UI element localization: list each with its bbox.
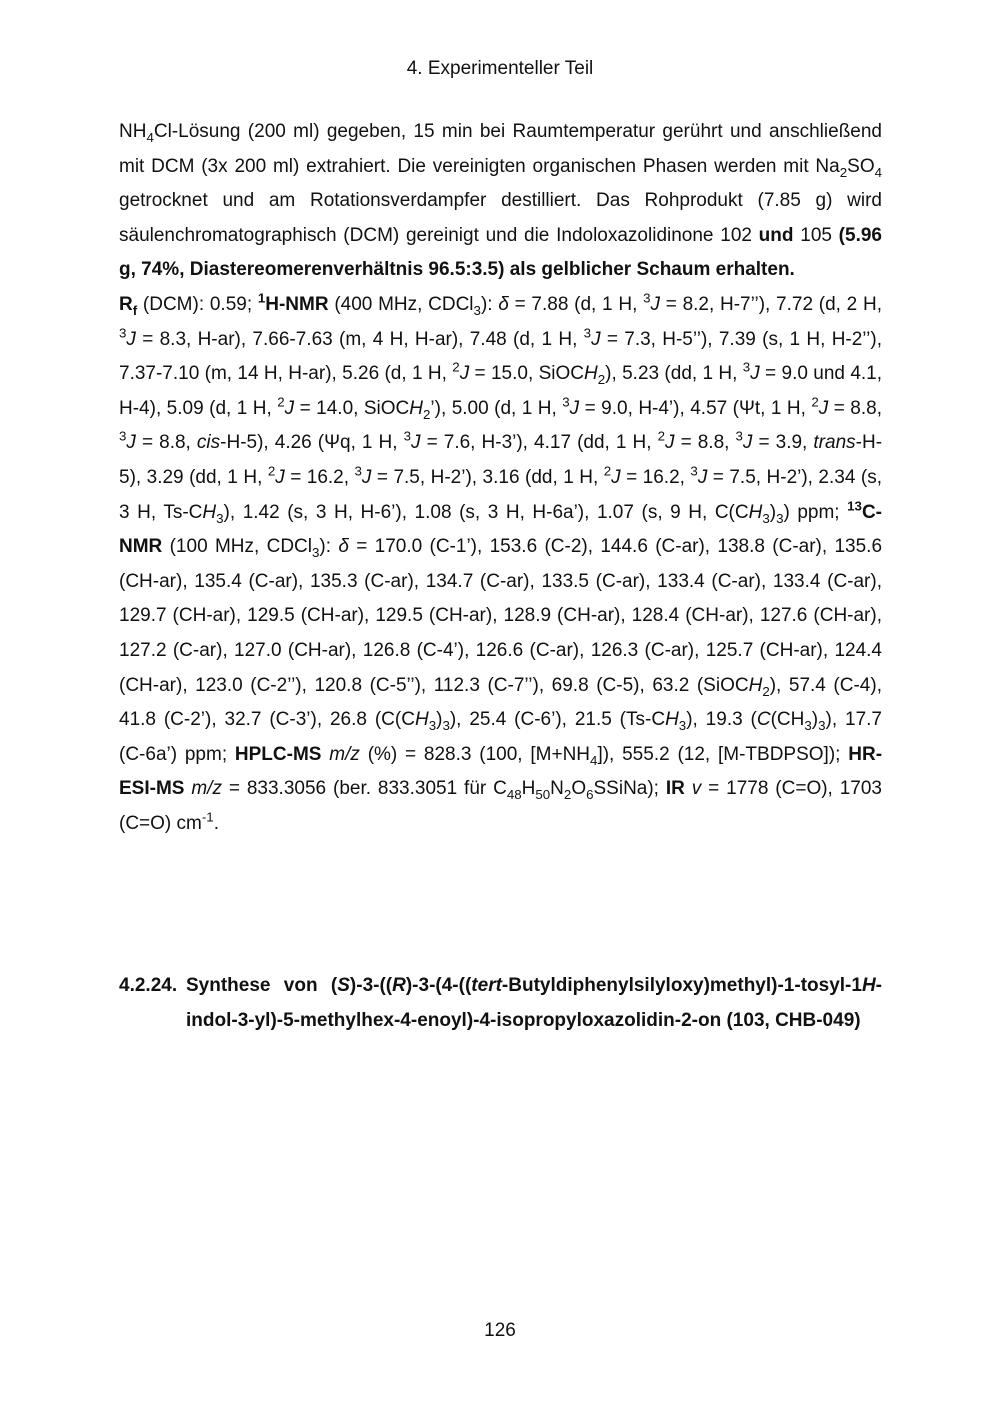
- page-number: 126: [484, 1320, 516, 1341]
- section-number: 4.2.24.: [119, 975, 178, 996]
- paragraph-procedure: $NH_4Cl$-Lösung (200 ml) gegeben, 15 min bei Raumtemperatur gerührt und anschließend mit DCM (3x 200 ml) extrahiert. Die vereinigten organischen Phasen werden mit $Na_2SO_4$ getrocknet und am Rotationsverdampfer destilliert. Das Rohprodukt (7.85 g) wird säulenchromatographisch (DCM) gereinigt und die Indoloxazolidinone 102 und 105 (5.96 g, 74%, Diastereomerenverhältnis 96.5:3.5) als gelblicher Schaum erhalten.: [119, 121, 882, 281]
- section-title: Synthese von (S)-3-((R)-3-(4-((tert-Butyldiphenylsilyloxy)methyl)-1-tosyl-1H-indol-3-yl)-5-methylhex-4-enoyl)-4-isopropyloxazolidin-2-on (103, CHB-049): [186, 975, 882, 1031]
- page-header: 4. Experimenteller Teil: [406, 58, 594, 79]
- body-text: [119, 115, 882, 841]
- paragraph-analytics: $R_f$ (DCM): 0.59; $^1$H-NMR (400 MHz, CDCl$_3$): δ = 7.88 (d, 1 H, $^3$J = 8.2, H-7’’), 7.72 (d, 2 H, $^3$J = 8.3, H-ar), 7.66-7.63 (m, 4 H, H-ar), 7.48 (d, 1 H, $^3$J = 7.3, H-5’’), 7.39 (s, 1 H, H-2’’), 7.37-7.10 (m, 14 H, H-ar), 5.26 (d, 1 H, $^2$J = 15.0, SiOCH$_2$), 5.23 (dd, 1 H, $^3$J = 9.0 und 4.1, H-4), 5.09 (d, 1 H, $^2$J = 14.0, SiOCH$_2$’), 5.00 (d, 1 H, $^3$J = 9.0, H-4’), 4.57 (Ψt, 1 H, $^2$J = 8.8, $^3$J = 8.8, cis-H-5), 4.26 (Ψq, 1 H, $^3$J = 7.6, H-3’), 4.17 (dd, 1 H, $^2$J = 8.8, $^3$J = 3.9, trans-H-5), 3.29 (dd, 1 H, $^2$J = 16.2, $^3$J = 7.5, H-2’), 3.16 (dd, 1 H, $^2$J = 16.2, $^3$J = 7.5, H-2’), 2.34 (s, 3 H, $Ts-CH_3$), 1.42 (s, 3 H, H-6’), 1.08 (s, 3 H, H-6a’), 1.07 (s, 9 H, $C(CH_3)_3$) ppm; $^{13}$C-NMR (100 MHz, CDCl$_3$): δ = 170.0 (C-1’), 153.6 (C-2), 144.6 (C-ar), 138.8 (C-ar), 135.6 (CH-ar), 135.4 (C-ar), 135.3 (C-ar), 134.7 (C-ar), 133.5 (C-ar), 133.4 (C-ar), 133.4 (C-ar), 129.7 (CH-ar), 129.5 (CH-ar), 129.5 (CH-ar), 128.9 (CH-ar), 128.4 (CH-ar), 127.6 (CH-ar), 127.2 (C-ar), 127.0 (CH-ar), 126.8 (C-4’), 126.6 (C-ar), 126.3 (C-ar), 125.7 (CH-ar), 124.4 (CH-ar), 123.0 (C-2’’), 120.8 (C-5’’), 112.3 (C-7’’), 69.8 (C-5), 63.2 (SiOCH$_2$), 57.4 (C-4), 41.8 (C-2’), 32.7 (C-3’), 26.8 $(C(CH_3)_3)$, 25.4 (C-6’), 21.5 $(Ts-CH_3)$, 19.3 $(C(CH_3)_3)$, 17.7 (C-6a’) ppm; HPLC-MS m/z (%) = 828.3 (100, $[M+NH_4]$), 555.2 (12, [M-TBDPSO]); HR-ESI-MS m/z = 833.3056 (ber. 833.3051 für $C_{48}H_{50}N_2O_6SSiNa$); IR v = 1778 (C=O), 1703 (C=O) $cm^{-1}$.: [119, 290, 883, 834]
- section-heading: [119, 968, 882, 1038]
